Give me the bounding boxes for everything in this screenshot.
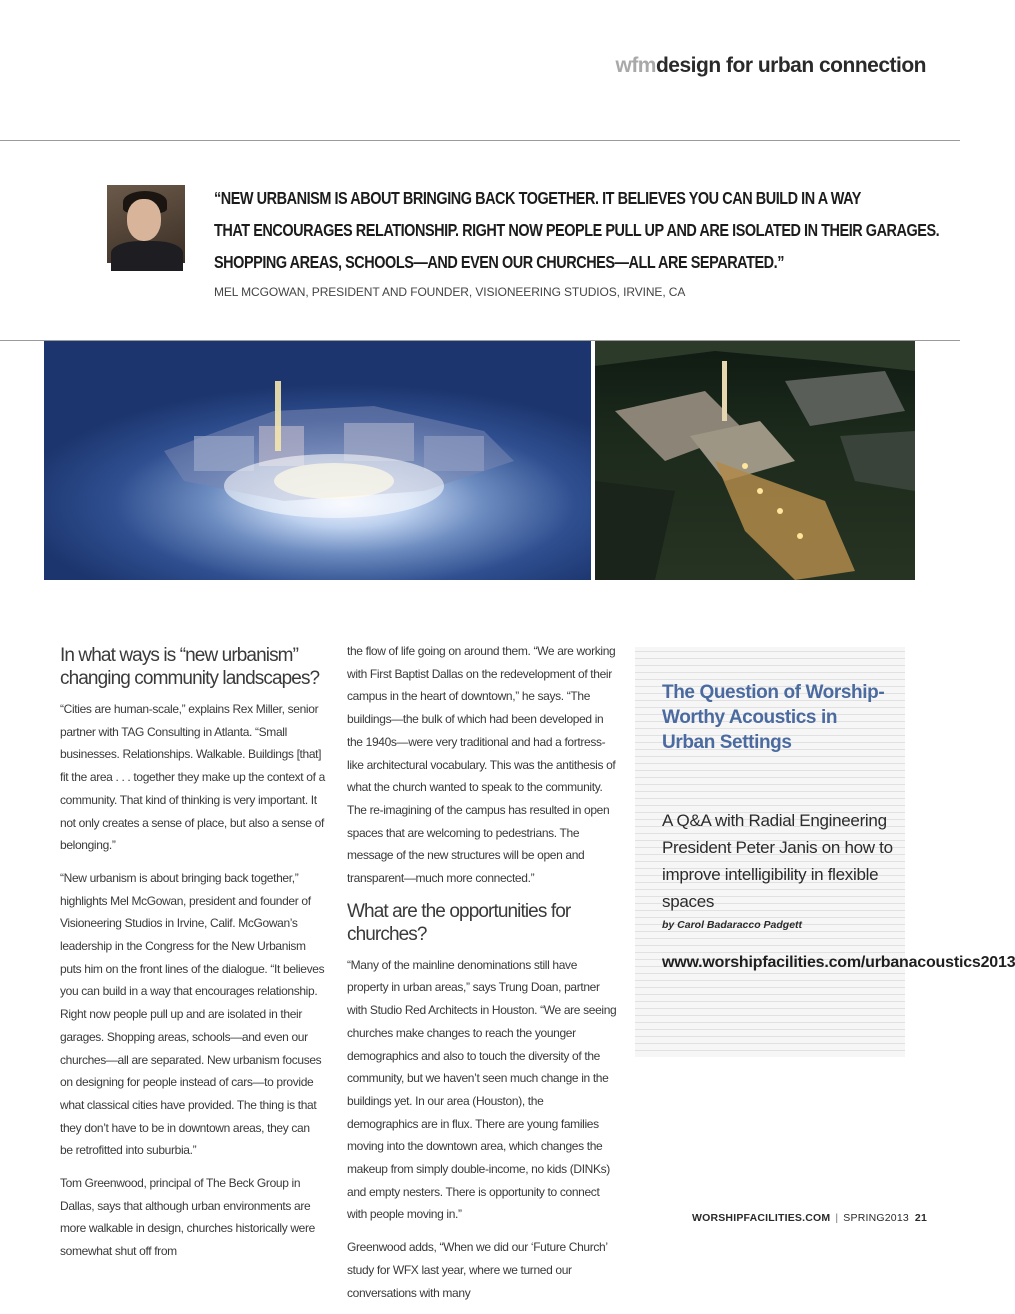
article-heading: In what ways is “new urbanism” changing community landscapes? [60, 645, 320, 689]
divider-top [0, 140, 960, 141]
pull-quote [214, 182, 940, 278]
article-paragraph: the flow of life going on around them. “We are working with First Baptist Dallas on the redevelopment of their campus in the heart of downtown,” he says. “The buildings—the bulk of which had been developed in the 1940s—were very traditional and had a fortress-like architectural vocabulary. This was the antithesis of what the church wanted to speak to the community. The re-imagining of the campus has resulted in open spaces that are welcoming to pedestrians. The message of the new structures will be open and transparent—much more connected.” [347, 644, 616, 886]
sidebar-byline: by Carol Badaracco Padgett [662, 919, 803, 931]
article-paragraph: “Many of the mainline denominations still have property in urban areas,” says Trung Doan, partner with Studio Red Architects in Houston. “We are seeing churches make changes to reach the younger demographics and also to touch the diversity of the community, but we haven’t seen much change in the buildings yet. In our area (Houston), the demographics are in flux. There are young families moving into the downtown area, which changes the makeup from simply double-income, no kids (DINKs) and empty nesters. There is opportunity to connect with people moving in.” [347, 957, 617, 1222]
footer-site: WORSHIPFACILITIES.COM [691, 1212, 831, 1224]
pull-quote-line: “NEW URBANISM IS ABOUT BRINGING BACK TOGETHER. IT BELIEVES YOU CAN BUILD IN A WAY [214, 188, 861, 208]
portrait-photo [107, 185, 185, 263]
article-paragraph: “Cities are human-scale,” explains Rex Miller, senior partner with TAG Consulting in Atlanta. “Small businesses. Relationships. Walkable. Buildings [that] fit the area . . . together they make up the context of a community. That kind of thinking is very important. It not only creates a sense of place, but also a sense of belonging.” [60, 702, 325, 853]
article-heading: What are the opportunities for churches? [347, 900, 571, 945]
header-brand: wfm [615, 54, 656, 77]
article-paragraph: Greenwood adds, “When we did our ‘Future Church’ study for WFX last year, where we turned our conversations with many [347, 1240, 608, 1300]
article-column-2 [347, 640, 617, 1314]
article-paragraph: “New urbanism is about bringing back together,” highlights Mel McGowan, president and founder of Visioneering Studios in Irvine, Calif. McGowan’s leadership in the Congress for the New Urbanism puts him on the front lines of the dialogue. “It believes you can build in a way that encourages relationship. Right now people pull up and are isolated in their garages. Shopping areas, schools—and even our churches—all are separated. New urbanism focuses on designing for people instead of cars—to provide what classical cities have provided. The thing is that they don’t have to be in downtown areas, they can be retrofitted into suburbia.” [60, 870, 325, 1158]
urban-rendering-night-photo [595, 341, 915, 580]
sidebar-title: The Question of Worship-Worthy Acoustics in Urban Settings [662, 682, 885, 753]
article-column-1 [60, 644, 325, 1273]
sidebar-summary: A Q&A with Radial Engineering President Peter Janis on how to improve intelligibility in flexible spaces [662, 811, 893, 911]
sidebar-url-link[interactable]: www.worshipfacilities.com/urbanacoustics2013 [662, 954, 1015, 971]
pull-quote-line: THAT ENCOURAGES RELATIONSHIP. RIGHT NOW PEOPLE PULL UP AND ARE ISOLATED IN THEIR GARAGES. [214, 220, 940, 240]
quote-attribution: MEL MCGOWAN, PRESIDENT AND FOUNDER, VISIONEERING STUDIOS, IRVINE, CA [214, 285, 686, 299]
sidebar-box [635, 647, 1015, 1057]
urban-rendering-aerial-photo [44, 341, 591, 580]
header-section-title: design for urban connection [655, 54, 926, 77]
article-paragraph: Tom Greenwood, principal of The Beck Group in Dallas, says that although urban environments are more walkable in design, churches historically were somewhat shut off from [60, 1176, 315, 1259]
page-number: 21 [914, 1212, 927, 1224]
footer-separator: | [835, 1212, 839, 1224]
section-header [615, 54, 926, 78]
footer-issue: SPRING2013 [843, 1212, 909, 1224]
pull-quote-line: SHOPPING AREAS, SCHOOLS—AND EVEN OUR CHURCHES—ALL ARE SEPARATED.” [214, 252, 784, 272]
page-footer [692, 1212, 927, 1224]
